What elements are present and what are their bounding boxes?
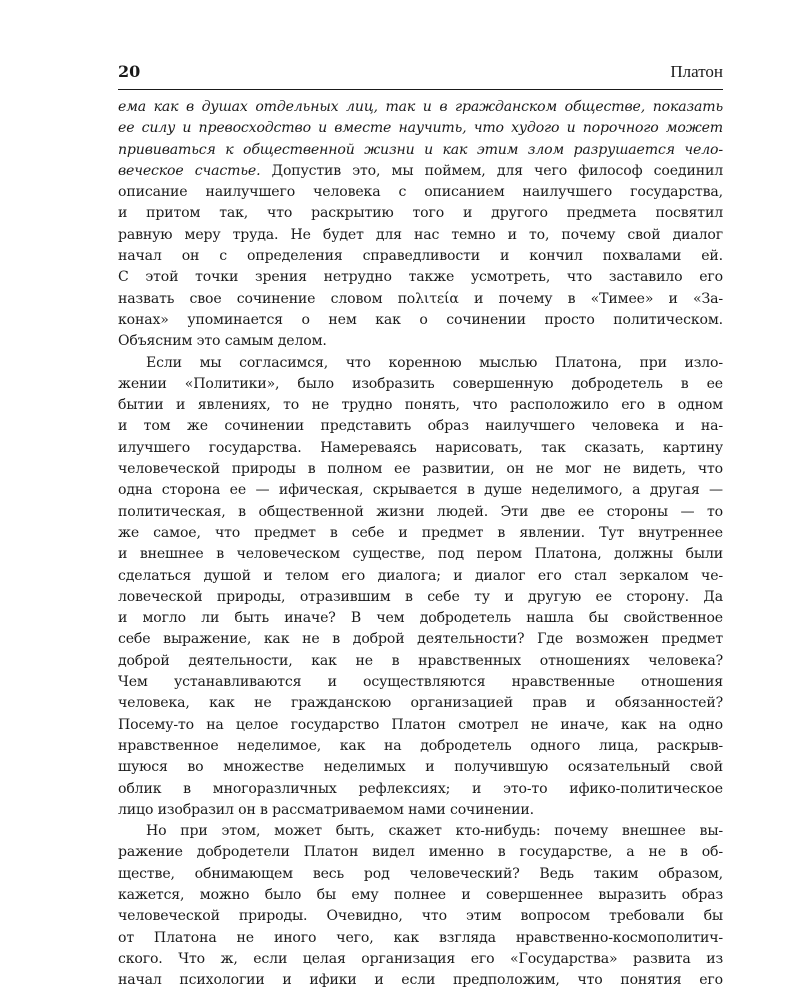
text-line [118, 331, 723, 352]
regular-text: Чем устанавливаются и осуществляются нравственные отношения [118, 674, 723, 691]
text-line [118, 438, 723, 459]
text-line [118, 842, 723, 863]
regular-text: же самое, что предмет в себе и предмет в явлении. Тут внутреннее [118, 524, 723, 541]
text-line [118, 374, 723, 395]
regular-text: жении «Политики», было изобразить совершенную добродетель в ее [118, 375, 723, 392]
regular-text: С этой точки зрения нетрудно также усмотреть, что заставило его [118, 269, 723, 286]
regular-text: человеческой природы в полном ее развитии, он не мог не видеть, что [118, 461, 723, 478]
regular-text: ществе, обнимающем весь род человеческий? Ведь таким образом, [118, 865, 723, 882]
text-line [118, 267, 723, 288]
regular-text: Если мы согласимся, что коренною мыслью Платона, при изло- [146, 354, 723, 371]
regular-text: облик в многоразличных рефлексиях; и это-то ифико-политическое [118, 780, 723, 797]
text-line [118, 203, 723, 224]
text-line [118, 885, 723, 906]
regular-text: назвать свое сочинение словом πολιτεία и почему в «Тимее» и «За- [118, 290, 723, 307]
regular-text: шуюся во множестве неделимых и получившую осязательный свой [118, 759, 723, 776]
regular-text: и притом так, что раскрытию того и другого предмета посвятил [118, 205, 723, 222]
regular-text: и внешнее в человеческом существе, под пером Платона, должны были [118, 546, 723, 563]
italic-text: ее силу и превосходство и вместе научить, что худого и порочного может [118, 120, 723, 137]
text-line [118, 416, 723, 437]
text-line [118, 118, 723, 139]
text-line [118, 672, 723, 693]
regular-text: кажется, можно было бы ему полнее и совершеннее выразить образ [118, 886, 723, 903]
text-line [118, 629, 723, 650]
text-line [118, 161, 723, 182]
text-line [118, 182, 723, 203]
running-head: Платон [670, 62, 723, 81]
regular-text: политическая, в общественной жизни людей. Эти две ее стороны — то [118, 503, 723, 520]
regular-text: описание наилучшего человека с описанием наилучшего государства, [118, 184, 723, 201]
regular-text: лицо изобразил он в рассматриваемом нами сочинении. [118, 801, 534, 818]
text-line [118, 736, 723, 757]
text-line [118, 523, 723, 544]
text-line [118, 715, 723, 736]
text-line [118, 459, 723, 480]
page-number: 20 [118, 62, 141, 81]
regular-text: ражение добродетели Платон видел именно в государстве, а не в об- [118, 844, 723, 861]
regular-text: ского. Что ж, если целая организация его «Государства» развита из [118, 950, 723, 967]
regular-text: равную меру труда. Не будет для нас темно и то, почему свой диалог [118, 226, 723, 243]
text-line [118, 395, 723, 416]
text-line [118, 246, 723, 267]
regular-text: человека, как не гражданскою организацией прав и обязанностей? [118, 695, 723, 712]
text-line [118, 502, 723, 523]
text-line [118, 928, 723, 949]
text-line [118, 140, 723, 161]
regular-text: илучшего государства. Намереваясь нарисовать, так сказать, картину [118, 439, 723, 456]
text-line [118, 97, 723, 118]
body-text [118, 97, 723, 991]
regular-text: и том же сочинении представить образ наилучшего человека и на- [118, 418, 723, 435]
text-line [118, 544, 723, 565]
regular-text: сделаться душой и телом его диалога; и диалог его стал зеркалом че- [118, 567, 723, 584]
text-line [118, 587, 723, 608]
italic-text: прививаться к общественной жизни и как этим злом разрушается чело- [118, 141, 723, 158]
text-line [118, 949, 723, 970]
regular-text: Объясним это самым делом. [118, 333, 327, 350]
text-line [118, 353, 723, 374]
regular-text: нравственное неделимое, как на добродетель одного лица, раскрыв- [118, 737, 723, 754]
text-line [118, 651, 723, 672]
regular-text: начал психологии и ифики и если предположим, что понятия его [118, 972, 723, 989]
regular-text: бытии и явлениях, то не трудно понять, что расположило его в одном [118, 397, 723, 414]
text-line [118, 566, 723, 587]
regular-text: ловеческой природы, отразившим в себе ту и другую ее сторону. Да [118, 588, 723, 605]
text-line [118, 821, 723, 842]
header-rule [118, 89, 723, 90]
regular-text: Посему-то на целое государство Платон смотрел не иначе, как на одно [118, 716, 723, 733]
regular-text: начал он с определения справедливости и кончил похвалами ей. [118, 248, 723, 265]
regular-text: Допустив это, мы поймем, для чего философ соединил [260, 162, 723, 179]
regular-text: доброй деятельности, как не в нравственных отношениях человека? [118, 652, 723, 669]
text-line [118, 225, 723, 246]
text-line [118, 779, 723, 800]
text-line [118, 289, 723, 310]
regular-text: и могло ли быть иначе? В чем добродетель нашла бы свойственное [118, 610, 723, 627]
text-line [118, 480, 723, 501]
regular-text: Но при этом, может быть, скажет кто-нибудь: почему внешнее вы- [146, 823, 723, 840]
text-line [118, 970, 723, 991]
regular-text: конах» упоминается о нем как о сочинении просто политическом. [118, 311, 723, 328]
text-line [118, 800, 723, 821]
text-line [118, 693, 723, 714]
regular-text: человеческой природы. Очевидно, что этим вопросом требовали бы [118, 908, 723, 925]
page-header [118, 60, 723, 84]
regular-text: себе выражение, как не в доброй деятельности? Где возможен предмет [118, 631, 723, 648]
text-line [118, 310, 723, 331]
italic-text: веческое счастье. [118, 162, 261, 179]
regular-text: одна сторона ее — ифическая, скрывается в душе неделимого, а другая — [118, 482, 723, 499]
italic-text: ема как в душах отдельных лиц, так и в гражданском обществе, показать [118, 99, 723, 115]
text-line [118, 757, 723, 778]
text-line [118, 864, 723, 885]
regular-text: от Платона не иного чего, как взгляда нравственно-космополитич- [118, 929, 723, 946]
text-line [118, 608, 723, 629]
text-line [118, 906, 723, 927]
